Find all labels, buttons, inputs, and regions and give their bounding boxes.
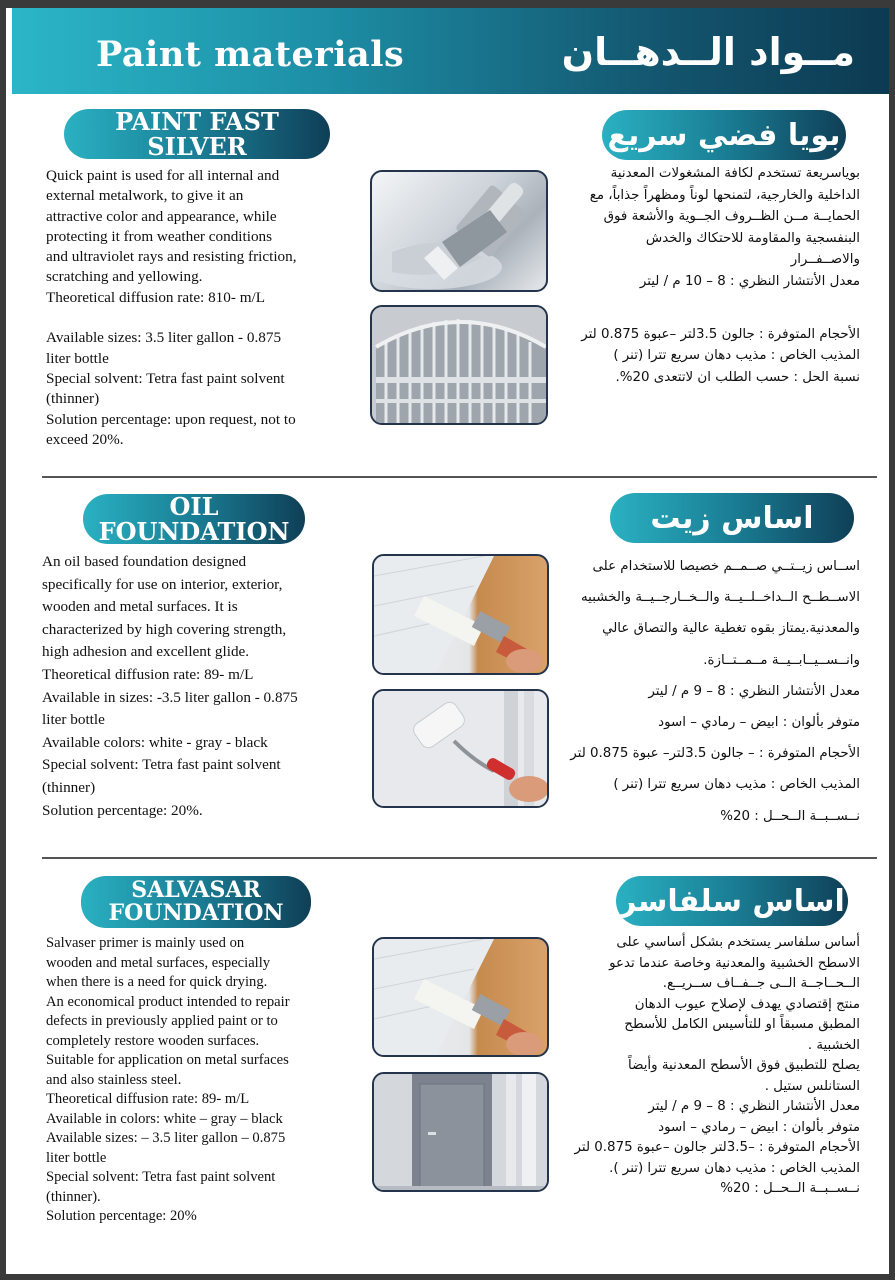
text-line: An oil based foundation designed xyxy=(42,553,247,570)
text-line: attractive color and appearance, while xyxy=(46,207,277,225)
text-line: Salvaser primer is mainly used on xyxy=(46,935,245,951)
text-line: Available sizes: – 3.5 liter gallon – 0.875 xyxy=(46,1130,286,1146)
text-line: Available in sizes: -3.5 liter gallon - 0.875 xyxy=(42,688,298,706)
oil-foundation-description-ar xyxy=(540,551,860,832)
text-line: Solution percentage: 20%. xyxy=(42,801,203,819)
text-line: Theoretical diffusion rate: 89- m/L xyxy=(42,665,254,683)
text-line: protecting it from weather conditions xyxy=(46,227,273,245)
oil-foundation-title-ar: اساس زيت xyxy=(610,493,854,543)
paint-fast-silver-description-ar xyxy=(540,163,860,388)
text-line: high adhesion and excellent glide. xyxy=(42,643,250,661)
text-line: Available sizes: 3.5 liter gallon - 0.875 xyxy=(46,329,282,347)
oil-foundation-description-en xyxy=(42,551,298,822)
section-divider xyxy=(42,476,877,478)
wood-brush-photo xyxy=(372,937,549,1057)
text-line: الاســطــح الــداخــلــيــة والــخــارجــيــة والخشبيه xyxy=(581,590,860,606)
text-line: نــســبــة الــحــل : 20% xyxy=(720,1181,860,1196)
text-line: والاصــفــرار xyxy=(790,252,860,267)
text-line: الحمايــة مــن الظــروف الجــوية والأشعة فوق xyxy=(603,209,860,224)
text-line: Solution percentage: 20% xyxy=(46,1208,197,1224)
paint-fast-silver-title-en: PAINT FAST SILVER xyxy=(64,109,330,159)
text-line xyxy=(540,292,860,314)
text-line: exceed 20%. xyxy=(46,430,124,448)
text-line: Theoretical diffusion rate: 89- m/L xyxy=(46,1091,250,1107)
paint-brush-icon xyxy=(372,172,548,292)
text-line: Quick paint is used for all internal and xyxy=(46,167,280,184)
text-line: المذيب الخاص : مذيب دهان سريع تترا (تنر ). xyxy=(609,1160,860,1176)
text-line: (thinner). xyxy=(46,1188,101,1205)
text-line: متوفر بألوان : ابيض – رمادي – اسود xyxy=(658,715,860,731)
text-line: المذيب الخاص : مذيب دهان سريع تترا (تنر ) xyxy=(613,777,860,793)
text-line: المطبق مسبقاً او للتأسيس الكامل للأسطح xyxy=(624,1017,860,1032)
text-line: wooden and metal surfaces. It is xyxy=(42,598,238,616)
salvasar-foundation-description-ar xyxy=(540,933,860,1200)
text-line: وانــســيــابــيــة مــمــتــازة. xyxy=(703,652,860,668)
text-line: Available in colors: white – gray – black xyxy=(46,1110,283,1127)
paint-fast-silver-description-en xyxy=(46,166,297,450)
text-line: liter bottle xyxy=(46,1149,107,1166)
text-line: Special solvent: Tetra fast paint solvent xyxy=(46,369,285,387)
text-line: الأحجام المتوفرة : جالون 3.5لتر –عبوة 0.875 لتر xyxy=(581,326,860,342)
salvasar-foundation-title-en xyxy=(81,876,311,928)
roller-door-photo xyxy=(372,689,549,808)
brush-on-wood-icon xyxy=(374,556,549,675)
text-line: Available colors: white - gray - black xyxy=(42,733,268,751)
text-line: معدل الأنتشار النظري : 8 – 10 م / ليتر xyxy=(639,273,860,289)
oil-foundation-title-en: OIL FOUNDATION xyxy=(83,494,305,544)
text-line: الخشبية . xyxy=(807,1037,860,1053)
grey-door-photo xyxy=(372,1072,549,1192)
text-line xyxy=(540,314,860,324)
text-line: characterized by high covering strength, xyxy=(42,620,287,638)
text-line: and ultraviolet rays and resisting friction, xyxy=(46,248,297,266)
text-line: الأحجام المتوفرة : – جالون 3.5لتر– عبوة 0.875 لتر xyxy=(570,746,860,762)
text-line: Theoretical diffusion rate: 810- m/L xyxy=(46,288,266,306)
text-line: الستانلس ستيل . xyxy=(764,1078,860,1094)
title-line-2: FOUNDATION xyxy=(108,900,284,926)
text-line: defects in previously applied paint or to xyxy=(46,1013,278,1029)
top-border xyxy=(6,0,895,8)
text-line: اســاس زيــتــي صــمــم خصيصا للاستخدام على xyxy=(592,559,860,574)
text-line: liter bottle xyxy=(42,711,105,729)
salvasar-foundation-title-ar: اساس سلفاسر xyxy=(616,876,848,926)
header-title-en: Paint materials xyxy=(96,34,405,75)
text-line: أساس سلفاسر يستخدم بشكل أساسي على xyxy=(616,935,860,950)
text-line: specifically for use on interior, exterior, xyxy=(42,575,283,593)
text-line xyxy=(46,308,297,328)
text-line: and also stainless steel. xyxy=(46,1071,182,1088)
brush-on-wood-icon xyxy=(374,939,549,1057)
text-line: (thinner) xyxy=(42,778,96,796)
text-line: المذيب الخاص : مذيب دهان سريع تترا (تنر ) xyxy=(613,348,860,363)
salvasar-foundation-description-en xyxy=(46,934,290,1227)
text-line: الاسطح الخشبية والمعدنية وخاصة عندما تدعو xyxy=(609,955,860,971)
paint-brush-photo xyxy=(370,170,548,292)
header-title-ar: مــواد الــدهــان xyxy=(561,30,855,74)
text-line: Solution percentage: upon request, not to xyxy=(46,410,296,428)
text-line: يصلح للتطبيق فوق الأسطح المعدنية وأيضاً xyxy=(628,1058,860,1073)
text-line: (thinner) xyxy=(46,390,100,408)
text-line: الداخلية والخارجية، لتمنحها لوناً ومظهراً جذاباً، مع xyxy=(589,187,860,203)
text-line: معدل الأنتشار النظري : 8 – 9 م / ليتر xyxy=(648,683,860,699)
text-line: الــحــاجــة الــى جــفــاف ســريــع. xyxy=(662,976,860,991)
text-line: Suitable for application on metal surfaces xyxy=(46,1052,289,1068)
text-line: An economical product intended to repair xyxy=(46,993,290,1010)
text-line: بوياسريعة تستخدم لكافة المشغولات المعدنية xyxy=(610,166,860,181)
text-line: Special solvent: Tetra fast paint solvent xyxy=(42,756,281,774)
paint-fast-silver-title-ar: بويا فضي سريع xyxy=(602,110,846,160)
title-line-1: SALVASAR xyxy=(131,876,261,903)
wood-brush-photo xyxy=(372,554,549,675)
paint-roller-icon xyxy=(374,691,549,808)
text-line: scratching and yellowing. xyxy=(46,268,203,286)
text-line: نــســبــة الــحــل : 20% xyxy=(720,808,860,824)
metal-gate-photo xyxy=(370,305,548,425)
text-line: liter bottle xyxy=(46,349,109,367)
text-line: نسبة الحل : حسب الطلب ان لاتتعدى 20%. xyxy=(615,369,860,385)
section-divider xyxy=(42,857,877,859)
text-line: Special solvent: Tetra fast paint solvent xyxy=(46,1169,276,1185)
text-line: والمعدنية.يمتاز بقوه تغطية عالية والتصاق عالي xyxy=(602,621,860,637)
page-header xyxy=(12,8,889,94)
text-line: when there is a need for quick drying. xyxy=(46,974,268,990)
gate-icon xyxy=(372,307,548,425)
text-line: متوفر بألوان : ابيض – رمادي – اسود xyxy=(658,1119,860,1135)
text-line: الأحجام المتوفرة : –3.5لتر جالون –عبوة 0.875 لتر xyxy=(574,1140,860,1155)
text-line: completely restore wooden surfaces. xyxy=(46,1032,260,1049)
text-line: wooden and metal surfaces, especially xyxy=(46,954,271,971)
text-line: البنفسجية والمقاومة للاحتكاك والخدش xyxy=(645,230,860,246)
door-icon xyxy=(374,1074,549,1192)
text-line: external metalwork, to give it an xyxy=(46,187,244,205)
text-line: معدل الأنتشار النظري : 8 – 9 م / ليتر xyxy=(648,1099,860,1114)
text-line: منتج إقتصادي يهدف لإصلاح عيوب الدهان xyxy=(634,996,860,1012)
